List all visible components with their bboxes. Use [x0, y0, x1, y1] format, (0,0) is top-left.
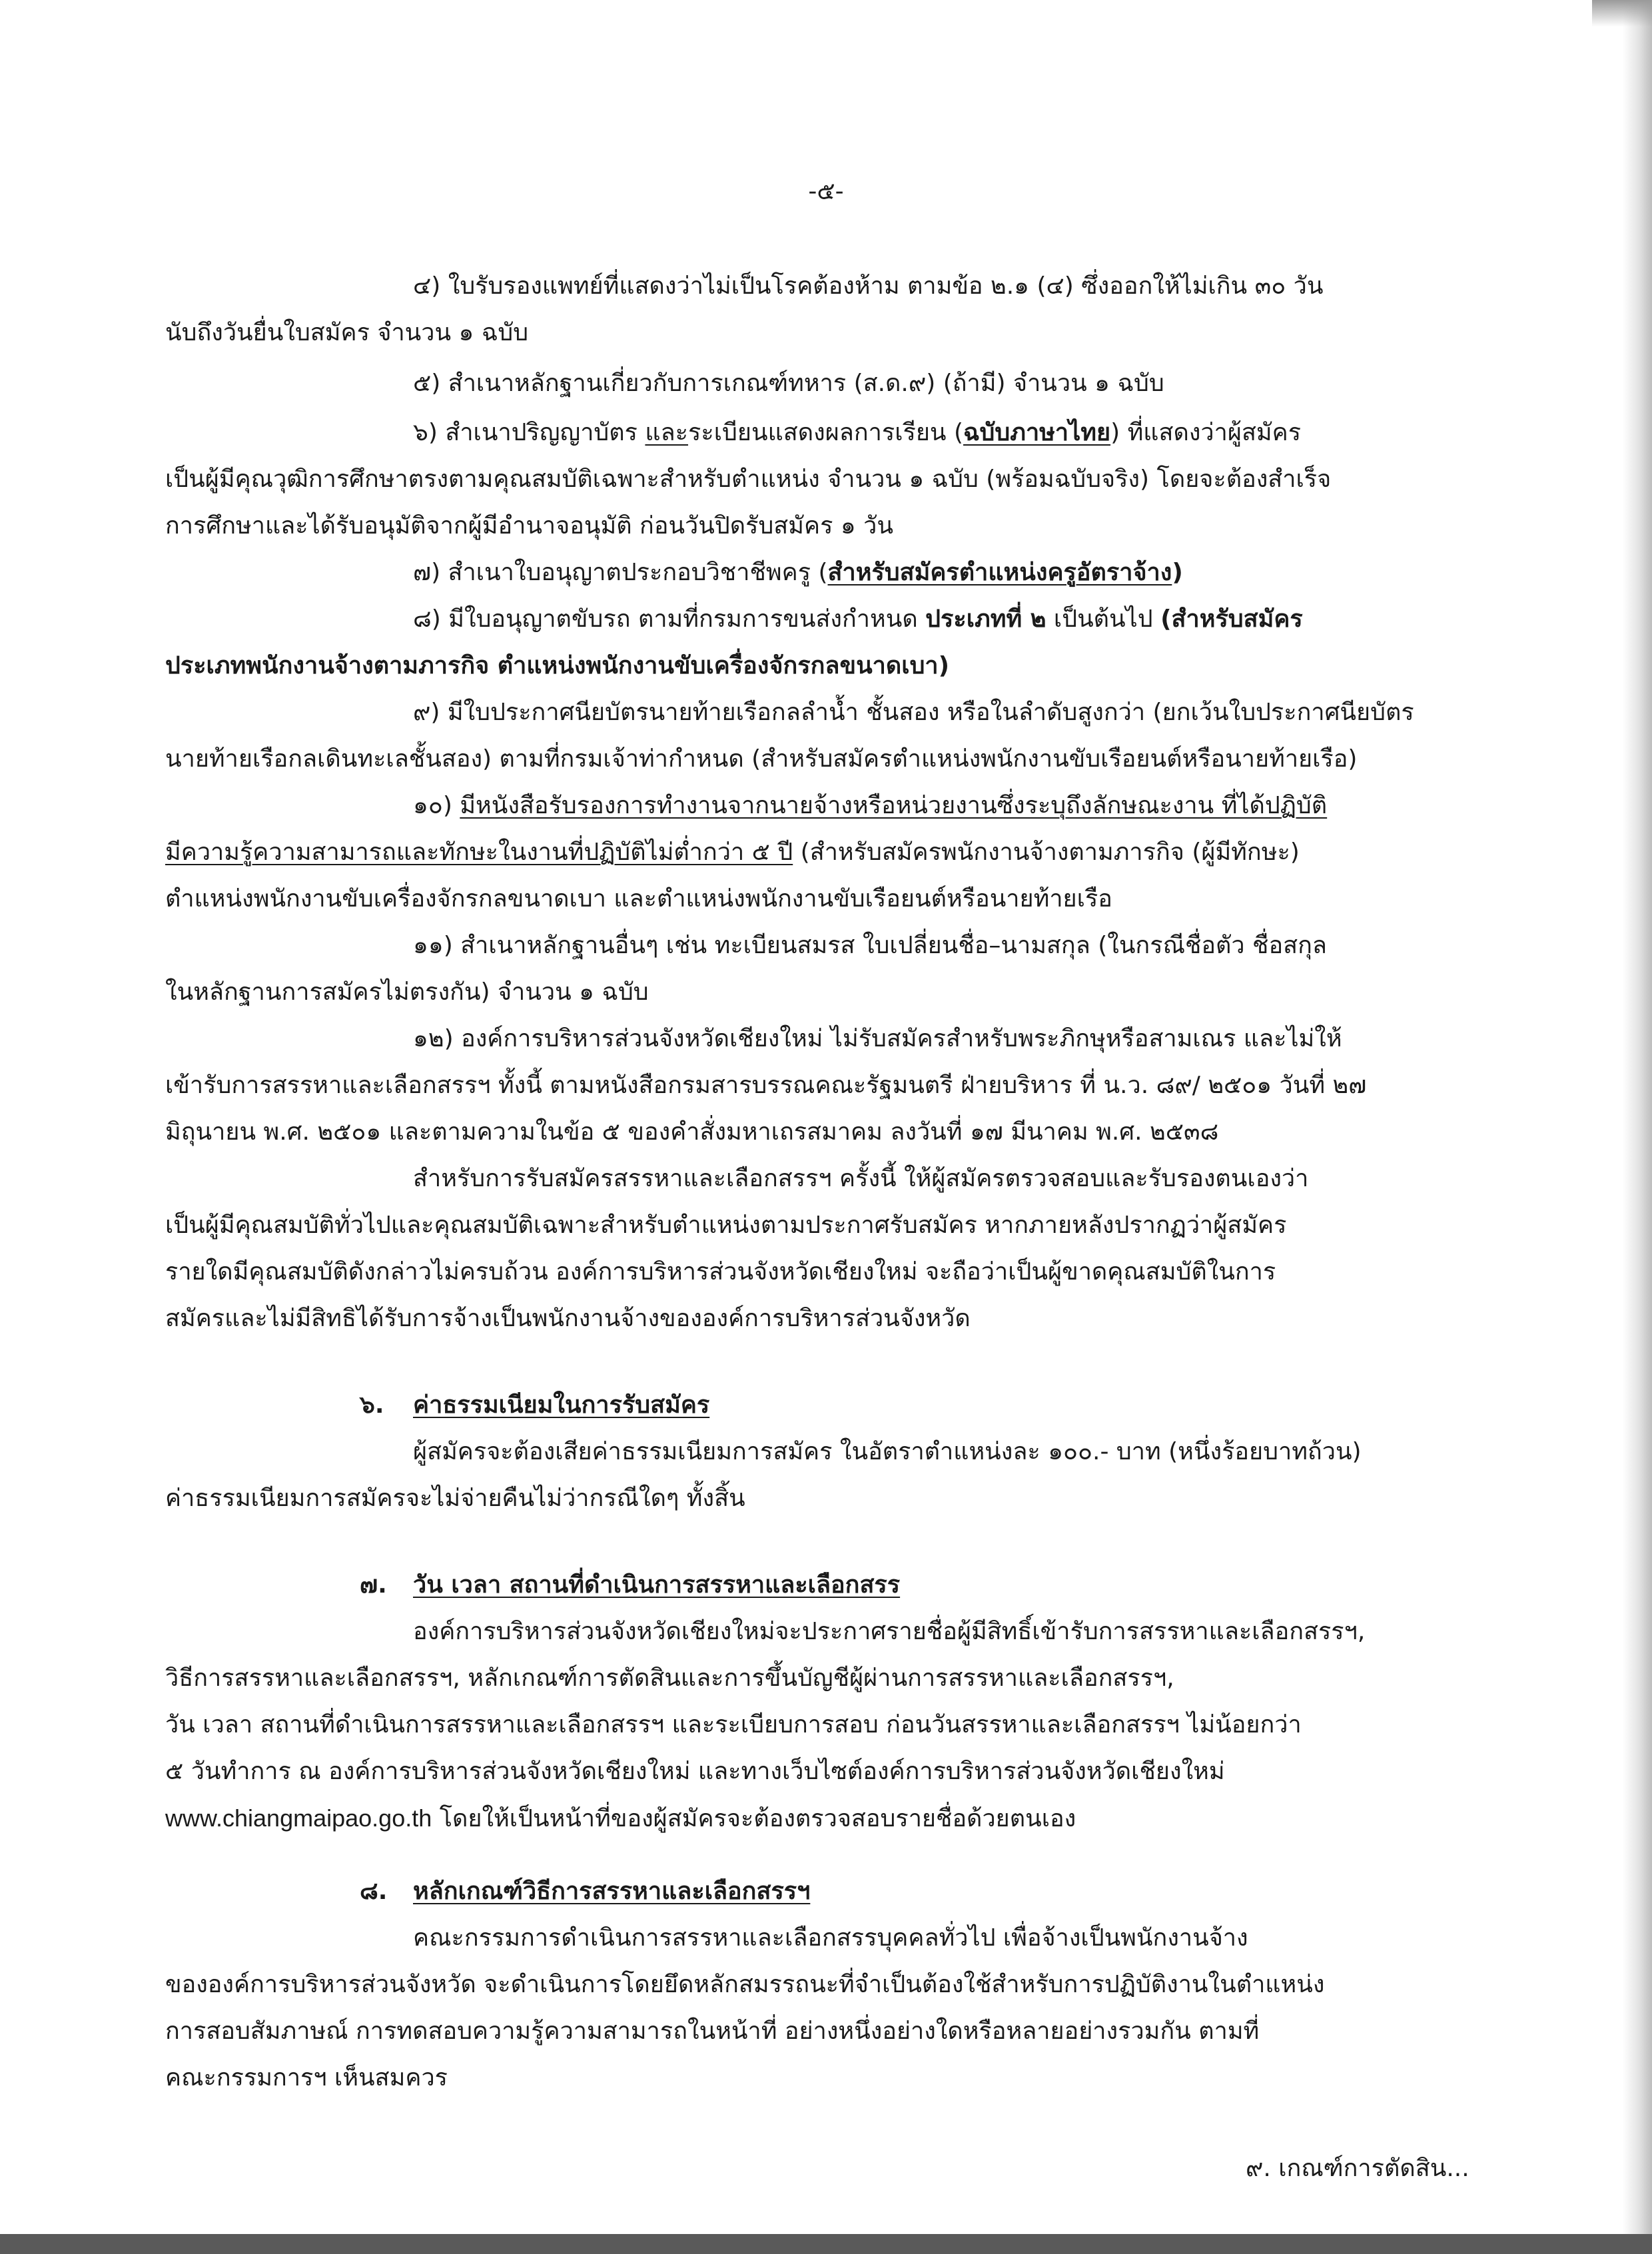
section-8-line-2: ขององค์การบริหารส่วนจังหวัด จะดำเนินการโดยยึดหลักสมรรถนะที่จำเป็นต้องใช้สำหรับการปฏิบัติงานในตำแหน่ง [165, 1971, 1325, 1998]
self-check-line-1: สำหรับการรับสมัครสรรหาและเลือกสรรฯ ครั้งนี้ ให้ผู้สมัครตรวจสอบและรับรองตนเองว่า [413, 1165, 1309, 1192]
item-6-line-1 [413, 421, 1301, 445]
item-10-note: (สำหรับสมัครพนักงานจ้างตามภารกิจ (ผู้มีทักษะ) [793, 839, 1300, 866]
section-8-line-1: คณะกรรมการดำเนินการสรรหาและเลือกสรรบุคคลทั่วไป เพื่อจ้างเป็นพนักงานจ้าง [413, 1924, 1248, 1952]
item-10-line-2 [165, 841, 1300, 865]
section-7-line-3: วัน เวลา สถานที่ดำเนินการสรรหาและเลือกสรรฯ และระเบียบการสอบ ก่อนวันสรรหาและเลือกสรรฯ ไม่น้อยกว่า [165, 1711, 1302, 1738]
page-number: -๕- [808, 178, 844, 205]
item-9-line-1: ๙) มีใบประกาศนียบัตรนายท้ายเรือกลลำน้ำ ชั้นสอง หรือในลำดับสูงกว่า (ยกเว้นใบประกาศนียบัตร [413, 699, 1414, 726]
item-4-line-1: ๔) ใบรับรองแพทย์ที่แสดงว่าไม่เป็นโรคต้องห้าม ตามข้อ ๒.๑ (๔) ซึ่งออกให้ไม่เกิน ๓๐ วัน [413, 272, 1324, 300]
item-8-text-1: ๘) มีใบอนุญาตขับรถ ตามที่กรมการขนส่งกำหนด [413, 605, 926, 633]
item-6-text-3: ) ที่แสดงว่าผู้สมัคร [1110, 419, 1302, 446]
self-check-line-2: เป็นผู้มีคุณสมบัติทั่วไปและคุณสมบัติเฉพาะสำหรับตำแหน่งตามประกาศรับสมัคร หากภายหลังปรากฏว่าผู้สมัคร [165, 1212, 1287, 1239]
item-7 [413, 561, 1183, 585]
section-8-line-4: คณะกรรมการฯ เห็นสมควร [165, 2064, 448, 2091]
section-6-line-2: ค่าธรรมเนียมการสมัครจะไม่จ่ายคืนไม่ว่ากรณีใดๆ ทั้งสิ้น [165, 1485, 745, 1512]
item-6-and: และ [645, 419, 689, 446]
item-10-certificate: มีหนังสือรับรองการทำงานจากนายจ้างหรือหน่วยงานซึ่งระบุถึงลักษณะงาน ที่ได้ปฏิบัติ [460, 792, 1328, 819]
self-check-line-4: สมัครและไม่มีสิทธิได้รับการจ้างเป็นพนักงานจ้างขององค์การบริหารส่วนจังหวัด [165, 1305, 971, 1332]
section-7-heading: วัน เวลา สถานที่ดำเนินการสรรหาและเลือกสรร [413, 1571, 901, 1599]
item-6-line-3: การศึกษาและได้รับอนุมัติจากผู้มีอำนาจอนุมัติ ก่อนวันปิดรับสมัคร ๑ วัน [165, 512, 893, 540]
item-8-note: (สำหรับสมัคร [1160, 605, 1303, 633]
section-6-number: ๖. [360, 1391, 384, 1419]
item-8-type: ประเภทที่ ๒ [925, 605, 1046, 633]
section-7-number: ๗. [360, 1571, 387, 1599]
section-8-line-3: การสอบสัมภาษณ์ การทดสอบความรู้ความสามารถในหน้าที่ อย่างหนึ่งอย่างใดหรือหลายอย่างรวมกัน ตามที่ [165, 2018, 1260, 2045]
item-12-line-3: มิถุนายน พ.ศ. ๒๕๐๑ และตามความในข้อ ๕ ของคำสั่งมหาเถรสมาคม ลงวันที่ ๑๗ มีนาคม พ.ศ. ๒๕๓๘ [165, 1118, 1219, 1146]
section-7-line-5 [165, 1806, 1076, 1831]
item-11-line-2: ในหลักฐานการสมัครไม่ตรงกัน) จำนวน ๑ ฉบับ [165, 978, 649, 1006]
section-7-line-1: องค์การบริหารส่วนจังหวัดเชียงใหม่จะประกาศรายชื่อผู้มีสิทธิ์เข้ารับการสรรหาและเลือกสรรฯ, [413, 1618, 1366, 1645]
section-7-line-4: ๕ วันทำการ ณ องค์การบริหารส่วนจังหวัดเชียงใหม่ และทางเว็บไซต์องค์การบริหารส่วนจังหวัดเชียงใหม่ [165, 1758, 1225, 1785]
section-6-line-1: ผู้สมัครจะต้องเสียค่าธรรมเนียมการสมัคร ในอัตราตำแหน่งละ ๑๐๐.- บาท (หนึ่งร้อยบาทถ้วน) [413, 1438, 1362, 1465]
item-10-number: ๑๐) [413, 792, 460, 819]
item-8-text-2: เป็นต้นไป [1046, 605, 1161, 633]
section-7-line-5-text: โดยให้เป็นหน้าที่ของผู้สมัครจะต้องตรวจสอบรายชื่อด้วยตนเอง [432, 1805, 1076, 1832]
item-7-teacher-note: สำหรับสมัครตำแหน่งครูอัตราจ้าง [827, 559, 1172, 586]
item-8-line-1 [413, 607, 1303, 631]
item-6-line-2: เป็นผู้มีคุณวุฒิการศึกษาตรงตามคุณสมบัติเฉพาะสำหรับตำแหน่ง จำนวน ๑ ฉบับ (พร้อมฉบับจริง) โดยจะต้องสำเร็จ [165, 466, 1332, 493]
self-check-line-3: รายใดมีคุณสมบัติดังกล่าวไม่ครบถ้วน องค์การบริหารส่วนจังหวัดเชียงใหม่ จะถือว่าเป็นผู้ขาดคุณสมบัติในการ [165, 1258, 1276, 1286]
item-4-line-2: นับถึงวันยื่นใบสมัคร จำนวน ๑ ฉบับ [165, 319, 529, 346]
item-7-text: ๗) สำเนาใบอนุญาตประกอบวิชาชีพครู ( [413, 559, 828, 586]
item-10-line-3: ตำแหน่งพนักงานขับเครื่องจักรกลขนาดเบา และตำแหน่งพนักงานขับเรือยนต์หรือนายท้ายเรือ [165, 885, 1112, 913]
item-12-line-1: ๑๒) องค์การบริหารส่วนจังหวัดเชียงใหม่ ไม่รับสมัครสำหรับพระภิกษุหรือสามเณร และไม่ให้ [413, 1025, 1342, 1052]
item-12-line-2: เข้ารับการสรรหาและเลือกสรรฯ ทั้งนี้ ตามหนังสือกรมสารบรรณคณะรัฐมนตรี ฝ่ายบริหาร ที่ น.ว. ๘๙/ ๒๕๐๑ วันที่ ๒๗ [165, 1072, 1367, 1099]
item-9-line-2: นายท้ายเรือกลเดินทะเลชั้นสอง) ตามที่กรมเจ้าท่ากำหนด (สำหรับสมัครตำแหน่งพนักงานขับเรือยนต์หรือนายท้ายเรือ) [165, 745, 1358, 773]
item-10-skill: มีความรู้ความสามารถและทักษะในงานที่ปฏิบัติไม่ต่ำกว่า ๕ ปี [165, 839, 793, 866]
item-11-line-1: ๑๑) สำเนาหลักฐานอื่นๆ เช่น ทะเบียนสมรส ใบเปลี่ยนชื่อ–นามสกุล (ในกรณีชื่อตัว ชื่อสกุล [413, 932, 1327, 959]
scan-bottom-edge [0, 2234, 1652, 2254]
section-7-line-2: วิธีการสรรหาและเลือกสรรฯ, หลักเกณฑ์การตัดสินและการขึ้นบัญชีผู้ผ่านการสรรหาและเลือกสรรฯ, [165, 1665, 1174, 1692]
item-5: ๕) สำเนาหลักฐานเกี่ยวกับการเกณฑ์ทหาร (ส.ด.๙) (ถ้ามี) จำนวน ๑ ฉบับ [413, 370, 1164, 397]
item-6-text-1: ๖) สำเนาปริญญาบัตร [413, 419, 645, 446]
item-10-line-1 [413, 794, 1327, 818]
item-6-text-2: ระเบียนแสดงผลการเรียน ( [688, 419, 964, 446]
continuation-footer: ๙. เกณฑ์การตัดสิน... [1246, 2155, 1469, 2182]
section-8-heading: หลักเกณฑ์วิธีการสรรหาและเลือกสรรฯ [413, 1878, 811, 1905]
section-6-heading: ค่าธรรมเนียมในการรับสมัคร [413, 1391, 710, 1419]
item-8-line-2: ประเภทพนักงานจ้างตามภารกิจ ตำแหน่งพนักงานขับเครื่องจักรกลขนาดเบา) [165, 652, 950, 679]
item-6-thai-version: ฉบับภาษาไทย [963, 419, 1111, 446]
item-7-close: ) [1172, 559, 1183, 586]
website-url: www.chiangmaipao.go.th [165, 1804, 432, 1832]
section-8-number: ๘. [360, 1878, 388, 1905]
